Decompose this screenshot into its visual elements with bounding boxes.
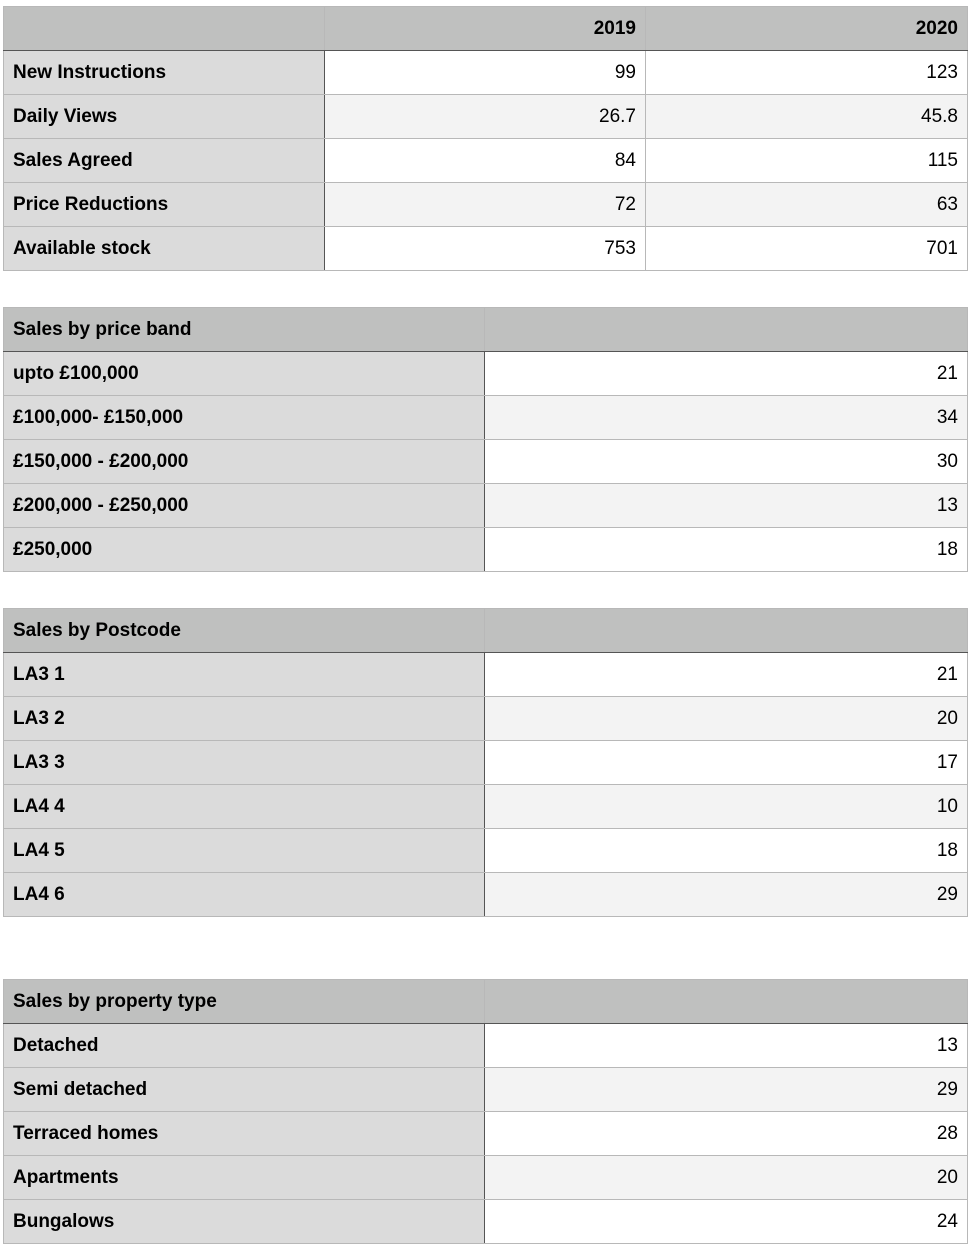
row-label: Apartments — [4, 1156, 485, 1200]
row-label: Sales Agreed — [4, 139, 325, 183]
table-row — [4, 183, 968, 227]
cell-2019: 753 — [325, 227, 646, 271]
row-value: 18 — [485, 528, 968, 572]
header-cell-empty — [4, 7, 325, 51]
table-row — [4, 227, 968, 271]
row-label: £100,000- £150,000 — [4, 396, 485, 440]
row-value: 18 — [485, 829, 968, 873]
row-value: 29 — [485, 873, 968, 917]
header-cell-empty — [485, 609, 968, 653]
cell-2020: 63 — [646, 183, 968, 227]
row-label: LA4 6 — [4, 873, 485, 917]
property-type-table — [3, 979, 968, 1244]
row-label: LA3 2 — [4, 697, 485, 741]
table-title: Sales by price band — [4, 308, 485, 352]
table-row — [4, 829, 968, 873]
row-value: 30 — [485, 440, 968, 484]
row-value: 21 — [485, 352, 968, 396]
table-row — [4, 484, 968, 528]
row-label: LA3 3 — [4, 741, 485, 785]
row-label: Price Reductions — [4, 183, 325, 227]
row-label: upto £100,000 — [4, 352, 485, 396]
table-row — [4, 1156, 968, 1200]
row-label: LA4 4 — [4, 785, 485, 829]
row-label: £250,000 — [4, 528, 485, 572]
row-value: 13 — [485, 484, 968, 528]
row-value: 34 — [485, 396, 968, 440]
cell-2020: 123 — [646, 51, 968, 95]
cell-2020: 45.8 — [646, 95, 968, 139]
cell-2019: 72 — [325, 183, 646, 227]
postcode-table — [3, 608, 968, 917]
table-row — [4, 1200, 968, 1244]
table-header-row — [4, 609, 968, 653]
table-row — [4, 95, 968, 139]
row-value: 29 — [485, 1068, 968, 1112]
header-cell-empty — [485, 308, 968, 352]
table-row — [4, 440, 968, 484]
table-row — [4, 873, 968, 917]
table-header-row — [4, 980, 968, 1024]
cell-2020: 701 — [646, 227, 968, 271]
table-row — [4, 697, 968, 741]
header-cell-empty — [485, 980, 968, 1024]
row-label: New Instructions — [4, 51, 325, 95]
row-value: 20 — [485, 1156, 968, 1200]
row-label: LA3 1 — [4, 653, 485, 697]
table-row — [4, 1024, 968, 1068]
table-row — [4, 653, 968, 697]
table-header-row — [4, 7, 968, 51]
table-row — [4, 741, 968, 785]
row-value: 13 — [485, 1024, 968, 1068]
table-row — [4, 1068, 968, 1112]
table-title: Sales by property type — [4, 980, 485, 1024]
header-cell-2019: 2019 — [325, 7, 646, 51]
summary-table — [3, 6, 968, 271]
table-row — [4, 396, 968, 440]
header-cell-2020: 2020 — [646, 7, 968, 51]
cell-2019: 99 — [325, 51, 646, 95]
row-label: £150,000 - £200,000 — [4, 440, 485, 484]
table-row — [4, 352, 968, 396]
row-label: Detached — [4, 1024, 485, 1068]
table-row — [4, 1112, 968, 1156]
table-row — [4, 785, 968, 829]
row-label: Semi detached — [4, 1068, 485, 1112]
row-value: 20 — [485, 697, 968, 741]
table-header-row — [4, 308, 968, 352]
cell-2019: 26.7 — [325, 95, 646, 139]
row-label: Daily Views — [4, 95, 325, 139]
row-label: Bungalows — [4, 1200, 485, 1244]
row-label: LA4 5 — [4, 829, 485, 873]
row-label: £200,000 - £250,000 — [4, 484, 485, 528]
table-row — [4, 139, 968, 183]
row-label: Terraced homes — [4, 1112, 485, 1156]
cell-2019: 84 — [325, 139, 646, 183]
row-value: 10 — [485, 785, 968, 829]
table-row — [4, 528, 968, 572]
cell-2020: 115 — [646, 139, 968, 183]
row-value: 21 — [485, 653, 968, 697]
row-label: Available stock — [4, 227, 325, 271]
row-value: 24 — [485, 1200, 968, 1244]
row-value: 17 — [485, 741, 968, 785]
row-value: 28 — [485, 1112, 968, 1156]
price-band-table — [3, 307, 968, 572]
table-title: Sales by Postcode — [4, 609, 485, 653]
table-row — [4, 51, 968, 95]
